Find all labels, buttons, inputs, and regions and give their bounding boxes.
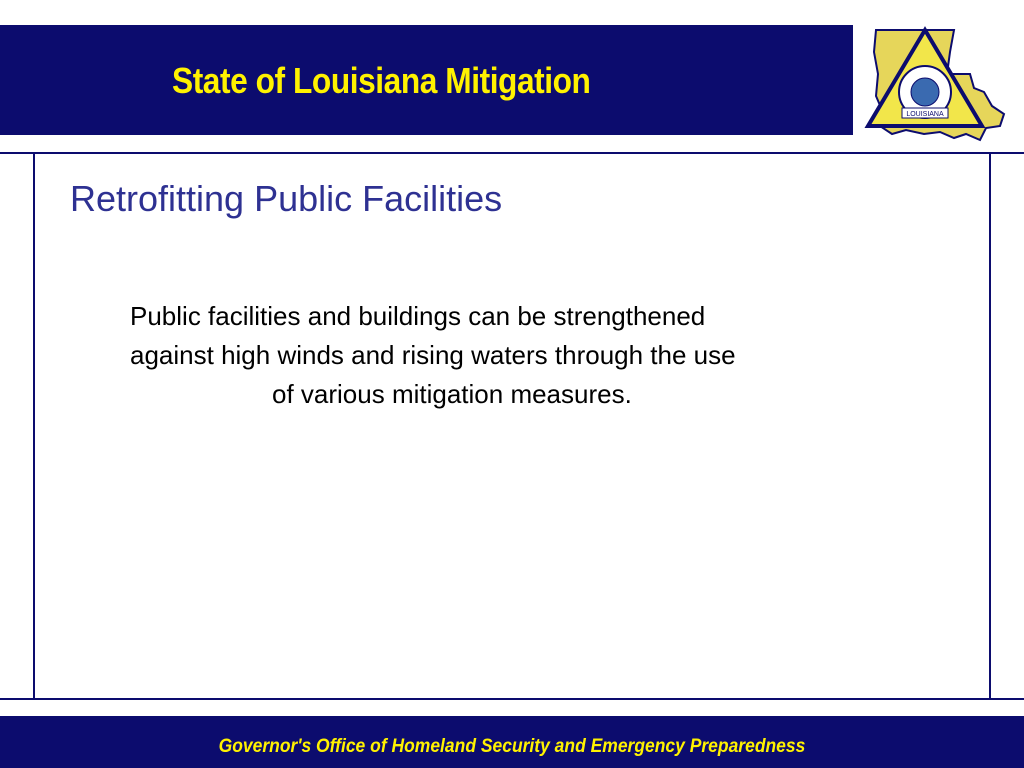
frame-top-rule [0,152,1024,154]
frame-bottom-rule [0,698,1024,700]
louisiana-state-logo [862,22,1012,148]
logo-banner-text: LOUISIANA [906,111,944,118]
footer-text: Governor's Office of Homeland Security and Emergency Preparedness [218,736,806,757]
body-line: Public facilities and buildings can be strengthened [130,301,706,331]
body-line: against high winds and rising waters through the use [130,340,736,370]
frame-left-rule [33,152,35,700]
body-line: of various mitigation measures. [272,379,632,409]
frame-right-rule [989,152,991,700]
body-paragraph [100,297,930,414]
header-title: State of Louisiana Mitigation [172,60,591,101]
slide-title: Retrofitting Public Facilities [70,178,503,219]
